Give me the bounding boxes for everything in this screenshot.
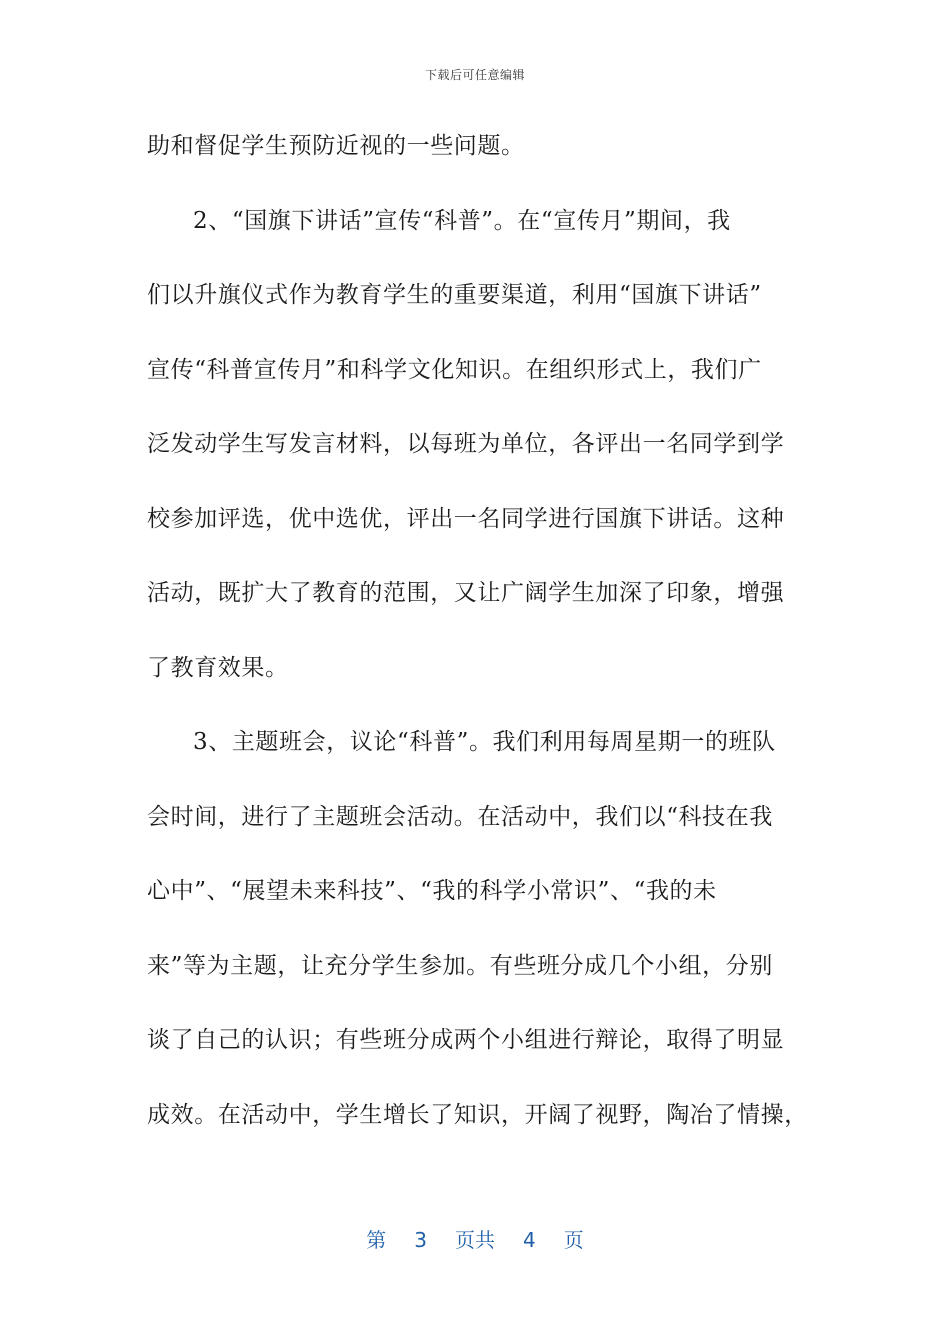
text-line: 们以升旗仪式作为教育学生的重要渠道，利用“国旗下讲话” (147, 282, 762, 308)
text-line: 泛发动学生写发言材料，以每班为单位，各评出一名同学到学 (147, 431, 785, 457)
text-line: 3、主题班会，议论“科普”。我们利用每周星期一的班队 (193, 729, 776, 755)
text-line: 助和督促学生预防近视的一些问题。 (147, 133, 525, 159)
total-pages-number: 4 (523, 1228, 536, 1252)
text-line: 了教育效果。 (147, 654, 289, 681)
current-page-number: 3 (414, 1228, 427, 1252)
header-note: 下载后可任意编辑 (424, 68, 525, 82)
text-line: 来”等为主题，让充分学生参加。有些班分成几个小组，分别 (147, 952, 773, 979)
text-line: 校参加评选，优中选优，评出一名同学进行国旗下讲话。这种 (147, 505, 785, 532)
text-line: 2、“国旗下讲话”宣传“科普”。在“宣传月”期间，我 (193, 207, 731, 234)
text-line: 成效。在活动中，学生增长了知识，开阔了视野，陶冶了情操， (147, 1101, 808, 1128)
footer-middle: 页共 (455, 1228, 495, 1252)
footer-prefix: 第 (366, 1228, 387, 1252)
footer-suffix: 页 (563, 1228, 584, 1252)
text-line: 心中”、“展望未来科技”、“我的科学小常识”、“我的未 (147, 878, 717, 904)
text-line: 活动，既扩大了教育的范围，又让广阔学生加深了印象，增强 (147, 580, 785, 606)
page-number-footer (0, 1224, 950, 1253)
text-line: 谈了自己的认识；有些班分成两个小组进行辩论，取得了明显 (147, 1027, 785, 1053)
text-line: 宣传“科普宣传月”和科学文化知识。在组织形式上，我们广 (147, 356, 762, 383)
body-text (147, 126, 807, 1169)
text-line: 会时间，进行了主题班会活动。在活动中，我们以“科技在我 (147, 803, 773, 830)
